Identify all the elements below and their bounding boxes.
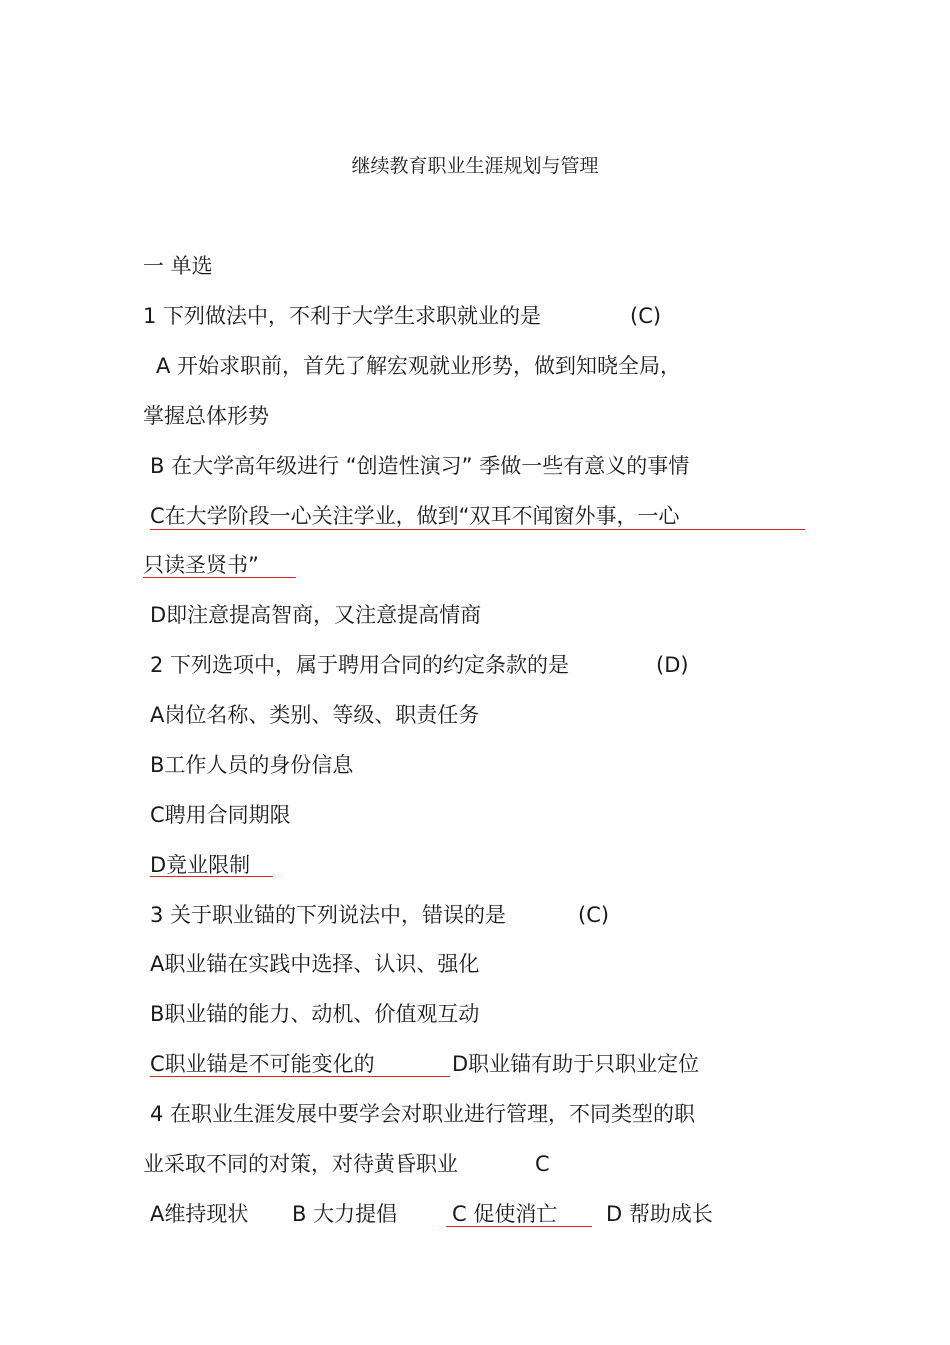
q2-correct-underline [150,876,273,877]
q3-stem: 3 关于职业锚的下列说法中，错误的是 [150,903,507,927]
q3-option-a: A职业锚在实践中选择、认识、强化 [150,952,480,976]
q1-option-c-line2: 只读圣贤书” [143,553,259,577]
q4-option-b: B 大力提倡 [292,1202,398,1226]
q1-option-c-line1: C在大学阶段一心关注学业，做到“双耳不闻窗外事，一心 [150,504,680,528]
q2-option-b: B工作人员的身份信息 [150,753,354,777]
section-heading: 一 单选 [143,254,213,278]
q1-option-b: B 在大学高年级进行 “创造性演习” 季做一些有意义的事情 [150,454,690,478]
document-title: 继续教育职业生涯规划与管理 [351,155,599,177]
q4-stem-line2: 业采取不同的对策，对待黄昏职业 [143,1152,458,1176]
q1-correct-underline-1 [150,529,805,530]
q3-option-d: D职业锚有助于只职业定位 [452,1052,700,1076]
q1-option-a-line1: A 开始求职前，首先了解宏观就业形势，做到知晓全局， [156,354,682,378]
q4-option-d: D 帮助成长 [606,1202,713,1226]
q3-correct-underline [150,1076,450,1077]
q2-option-c: C聘用合同期限 [150,803,291,827]
q2-answer: (D) [656,653,689,677]
q4-option-c: C 促使消亡 [452,1202,558,1226]
q4-stem-line1: 4 在职业生涯发展中要学会对职业进行管理，不同类型的职 [150,1102,696,1126]
q4-option-a: A维持现状 [150,1202,249,1226]
q2-stem: 2 下列选项中，属于聘用合同的约定条款的是 [150,653,570,677]
q1-stem: 1 下列做法中，不利于大学生求职就业的是 [143,304,542,328]
q3-option-b: B职业锚的能力、动机、价值观互动 [150,1002,480,1026]
q2-option-d: D竟业限制 [150,853,251,877]
q1-option-d: D即注意提高智商，又注意提高情商 [150,603,482,627]
q3-answer: (C) [578,903,610,927]
q1-answer: (C) [630,304,662,328]
q1-correct-underline-2 [143,577,296,578]
q4-answer: C [535,1152,550,1176]
q3-option-c: C职业锚是不可能变化的 [150,1052,375,1076]
q1-option-a-line2: 掌握总体形势 [143,404,269,428]
q4-correct-underline [446,1226,592,1227]
q2-option-a: A岗位名称、类别、等级、职责任务 [150,703,480,727]
